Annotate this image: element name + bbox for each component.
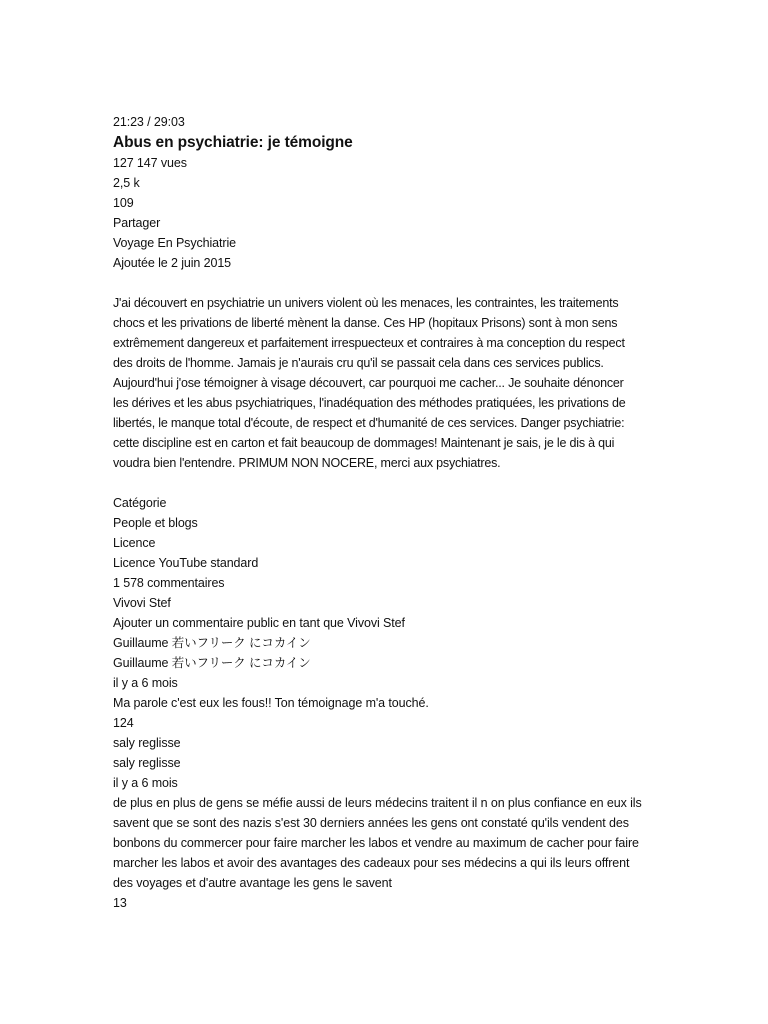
description-line: J'ai découvert en psychiatrie un univers violent où les menaces, les contraintes, les traitements — [113, 296, 619, 310]
comment-text: des voyages et d'autre avantage les gens le savent — [113, 876, 392, 890]
document-page — [113, 112, 658, 913]
video-time: 21:23 / 29:03 — [113, 115, 185, 129]
comment-text: de plus en plus de gens se méfie aussi de leurs médecins traitent il n on plus confiance en eux ils — [113, 796, 642, 810]
spacer — [113, 473, 658, 493]
add-comment-input[interactable]: Ajouter un commentaire public en tant que Vivovi Stef — [113, 616, 405, 630]
comment-text: Ma parole c'est eux les fous!! Ton témoignage m'a touché. — [113, 696, 429, 710]
comment — [113, 733, 658, 913]
description-line: chocs et les privations de liberté mènent la danse. Ces HP (hopitaux Prisons) sont à mon sens — [113, 316, 618, 330]
description-line: les dérives et les abus psychiatriques, l'inadéquation des méthodes pratiquées, les privations de — [113, 396, 626, 410]
license-value: Licence YouTube standard — [113, 556, 259, 570]
share-button[interactable]: Partager — [113, 216, 161, 230]
current-user: Vivovi Stef — [113, 596, 171, 610]
publish-date: Ajoutée le 2 juin 2015 — [113, 256, 232, 270]
description-line: voudra bien l'entendre. PRIMUM NON NOCERE, merci aux psychiatres. — [113, 456, 501, 470]
description-line: extrêmement dangereux et parfaitement irrespuecteux et contraires à ma conception du respect — [113, 336, 625, 350]
channel-name[interactable]: Voyage En Psychiatrie — [113, 236, 236, 250]
category-label: Catégorie — [113, 496, 167, 510]
comment-like-count[interactable]: 13 — [113, 896, 127, 910]
comment-text: marcher les labos et avoir des avantages des cadeaux pour ses médecins a qui ils leurs offrent — [113, 856, 630, 870]
description-line: des droits de l'homme. Jamais je n'aurais cru qu'il se passait cela dans ces services publics. — [113, 356, 604, 370]
comment-author-avatar-label[interactable]: saly reglisse — [113, 736, 181, 750]
like-count[interactable]: 2,5 k — [113, 176, 140, 190]
comment — [113, 633, 658, 733]
comment-text: savent que se sont des nazis s'est 30 derniers années les gens ont constaté qu'ils vendent des — [113, 816, 629, 830]
view-count: 127 147 vues — [113, 156, 187, 170]
comment-text: bonbons du commercer pour faire marcher les labos et vendre au maximum de cacher pour faire — [113, 836, 639, 850]
spacer — [113, 273, 658, 293]
comment-date[interactable]: il y a 6 mois — [113, 676, 178, 690]
comment-date[interactable]: il y a 6 mois — [113, 776, 178, 790]
comment-count: 1 578 commentaires — [113, 576, 225, 590]
dislike-count[interactable]: 109 — [113, 196, 134, 210]
description-line: libertés, le manque total d'écoute, de respect et d'humanité de ces services. Danger psychiatrie: — [113, 416, 625, 430]
description-line: Aujourd'hui j'ose témoigner à visage découvert, car pourquoi me cacher... Je souhaite dénoncer — [113, 376, 624, 390]
description-line: cette discipline est en carton et fait beaucoup de dommages! Maintenant je sais, je le dis à qui — [113, 436, 615, 450]
category-value[interactable]: People et blogs — [113, 516, 198, 530]
comment-author-avatar-label[interactable]: Guillaume 若いフリーク にコカイン — [113, 636, 311, 650]
video-description — [113, 293, 658, 473]
license-label: Licence — [113, 536, 156, 550]
comment-like-count[interactable]: 124 — [113, 716, 134, 730]
comment-author[interactable]: saly reglisse — [113, 756, 181, 770]
video-title[interactable]: Abus en psychiatrie: je témoigne — [113, 134, 353, 151]
comment-author[interactable]: Guillaume 若いフリーク にコカイン — [113, 656, 311, 670]
